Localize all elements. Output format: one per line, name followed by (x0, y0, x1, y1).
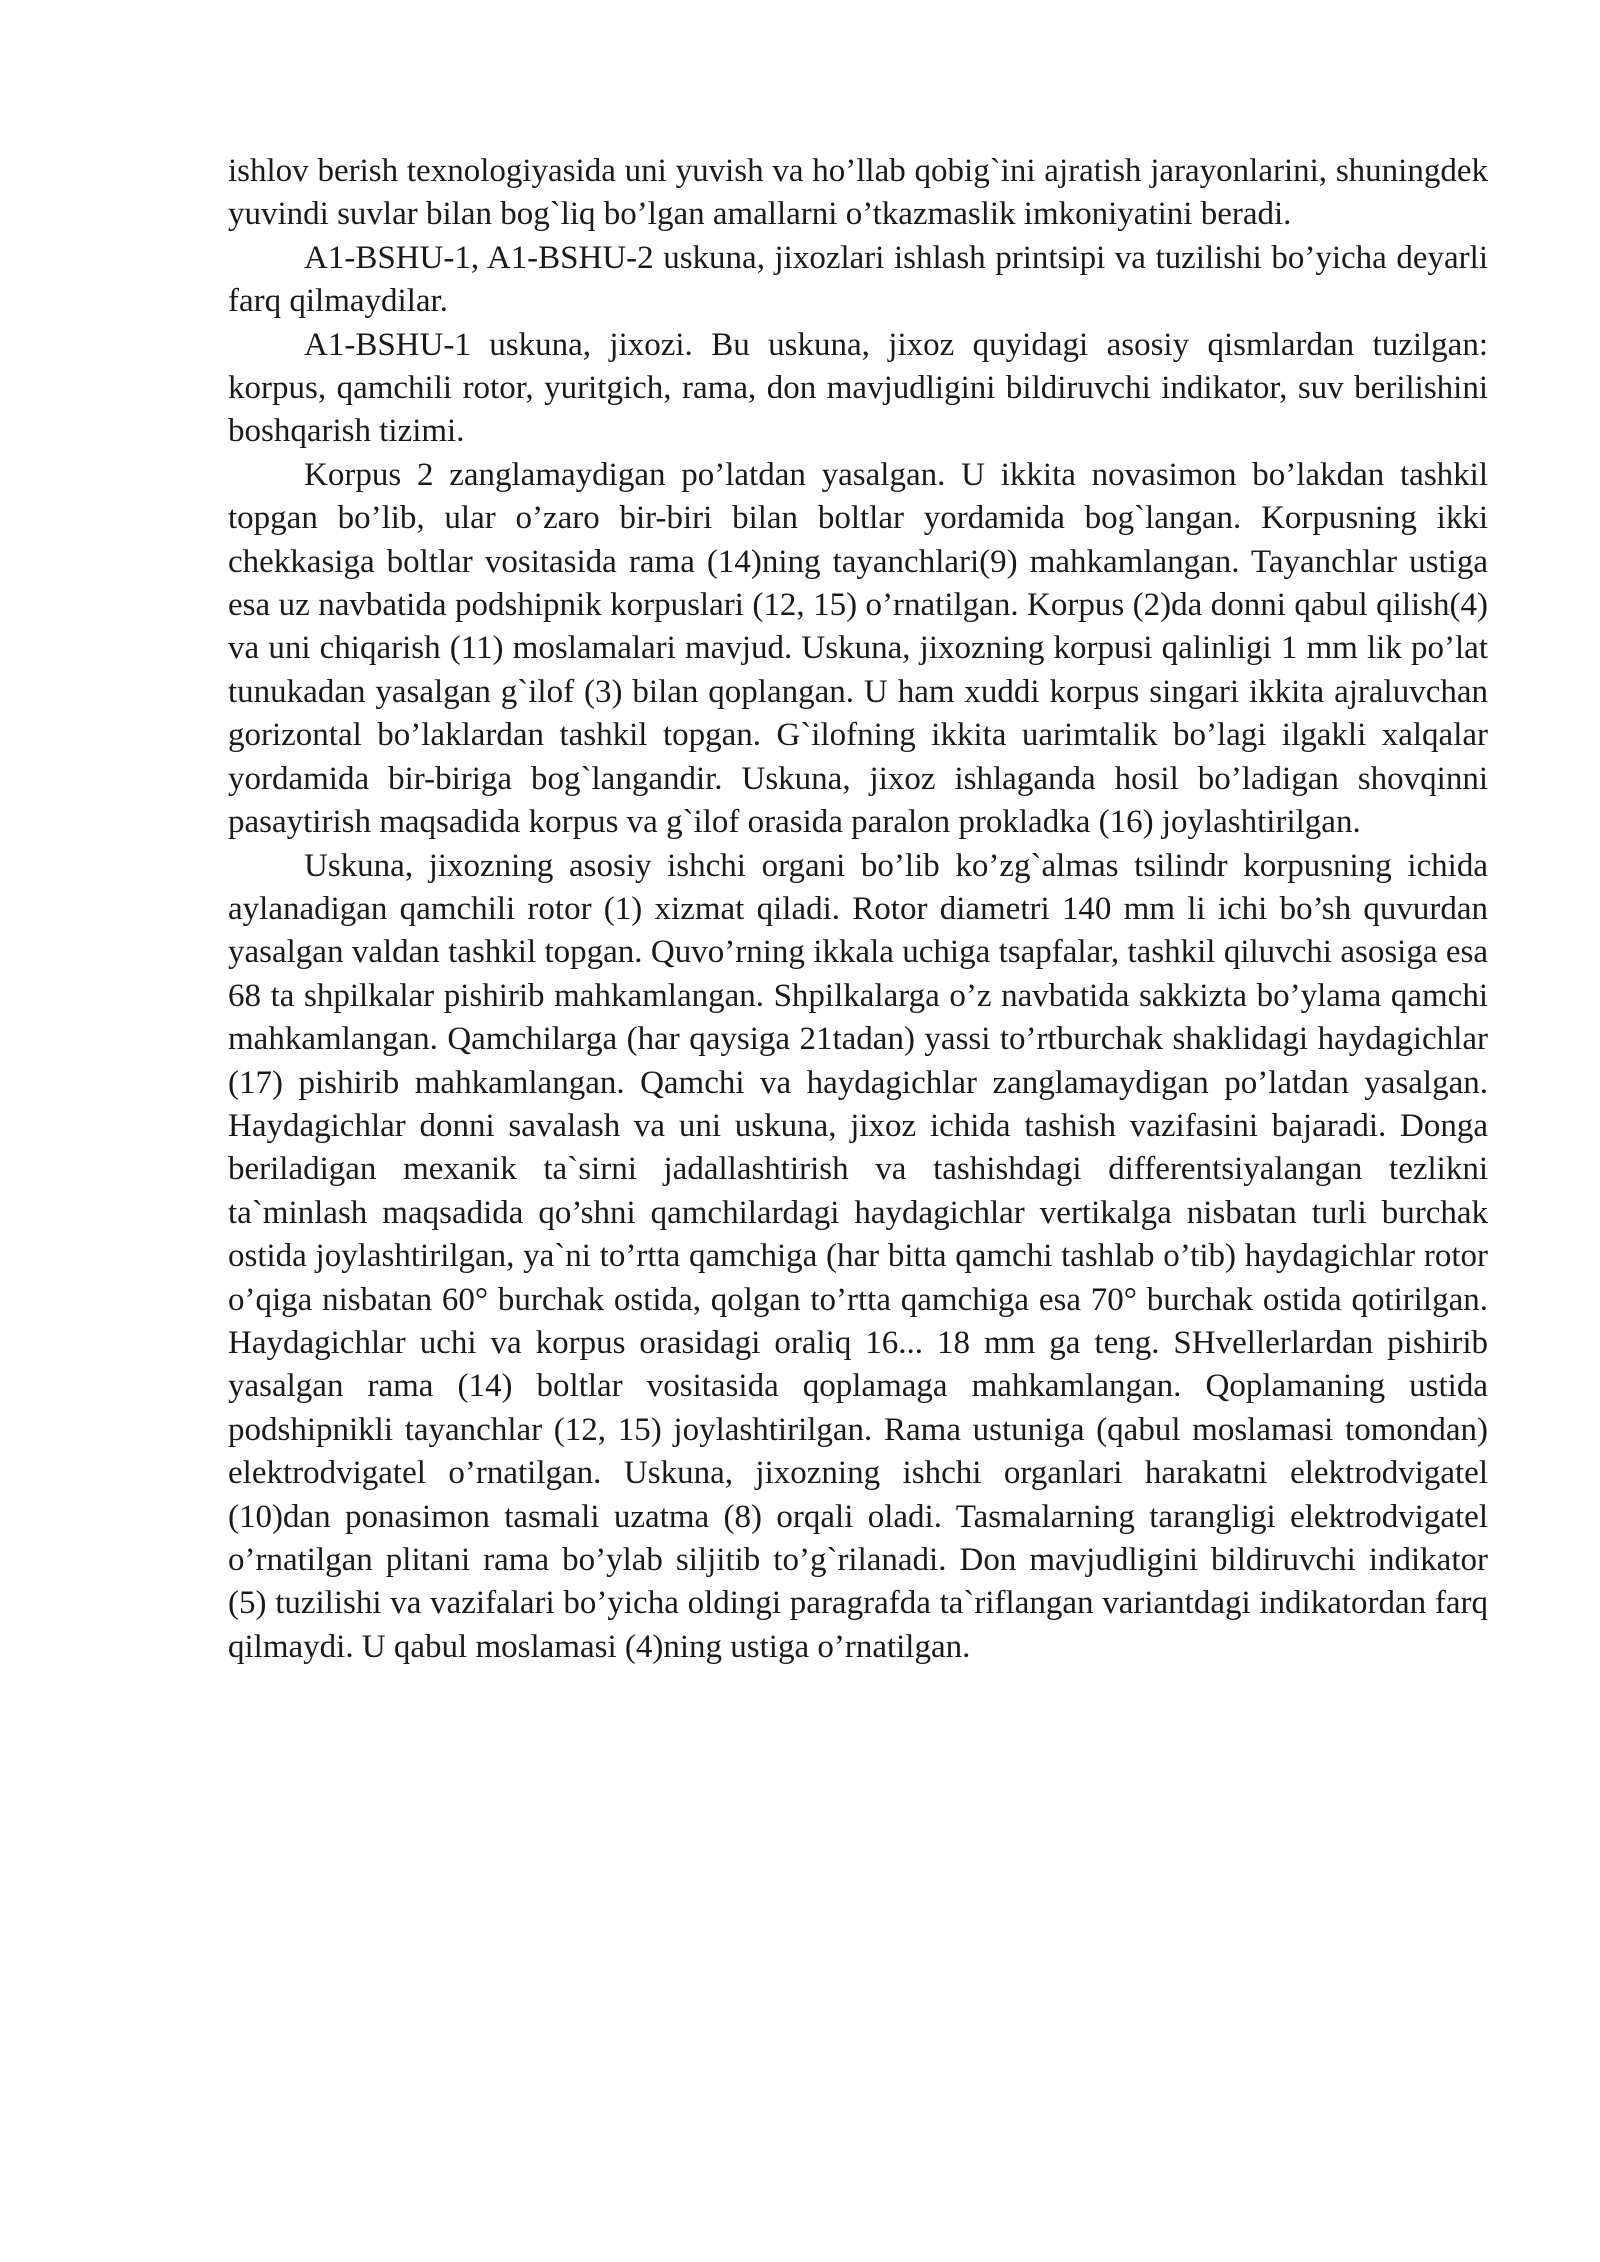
document-page (228, 150, 1488, 1669)
paragraph-1: ishlov berish texnologiyasida uni yuvish va ho’llab qobig`ini ajratish jarayonlarini, shuningdek yuvindi suvlar bilan bog`liq bo’lgan amallarni o’tkazmaslik imkoniyatini beradi. (228, 153, 1488, 233)
paragraph-4: Korpus 2 zanglamaydigan po’latdan yasalgan. U ikkita novasimon bo’lakdan tashkil topgan bo’lib, ular o’zaro bir-biri bilan boltlar yordamida bog`langan. Korpusning ikki chekkasiga boltlar vositasida rama (14)ning tayanchlari(9) mahkamlangan. Tayanchlar ustiga esa uz navbatida podshipnik korpuslari (12, 15) o’rnatilgan. Korpus (2)da donni qabul qilish(4) va uni chiqarish (11) moslamalari mavjud. Uskuna, jixozning korpusi qalinligi 1 mm lik po’lat tunukadan yasalgan g`ilof (3) bilan qoplangan. U ham xuddi korpus singari ikkita ajraluvchan gorizontal bo’laklardan tashkil topgan. G`ilofning ikkita uarimtalik bo’lagi ilgakli xalqalar yordamida bir-biriga bog`langandir. Uskuna, jixoz ishlaganda hosil bo’ladigan shovqinni pasaytirish maqsadida korpus va g`ilof orasida paralon prokladka (16) joylashtirilgan. (228, 456, 1488, 841)
paragraph-2: A1-BSHU-1, A1-BSHU-2 uskuna, jixozlari ishlash printsipi va tuzilishi bo’yicha deyarli farq qilmaydilar. (228, 239, 1488, 320)
paragraph-3: A1-BSHU-1 uskuna, jixozi. Bu uskuna, jixoz quyidagi asosiy qismlardan tuzilgan: korpus, qamchili rotor, yuritgich, rama, don mavjudligini bildiruvchi indikator, suv berilishini boshqarish tizimi. (228, 326, 1488, 450)
paragraph-5: Uskuna, jixozning asosiy ishchi organi bo’lib ko’zg`almas tsilindr korpusning ichida aylanadigan qamchili rotor (1) xizmat qiladi. Rotor diametri 140 mm li ichi bo’sh quvurdan yasalgan valdan tashkil topgan. Quvo’rning ikkala uchiga tsapfalar, tashkil qiluvchi asosiga esa 68 ta shpilkalar pishirib mahkamlangan. Shpilkalarga o’z navbatida sakkizta bo’ylama qamchi mahkamlangan. Qamchilarga (har qaysiga 21tadan) yassi to’rtburchak shaklidagi haydagichlar (17) pishirib mahkamlangan. Qamchi va haydagichlar zanglamaydigan po’latdan yasalgan. Haydagichlar donni savalash va uni uskuna, jixoz ichida tashish vazifasini bajaradi. Donga beriladigan mexanik ta`sirni jadallashtirish va tashishdagi differentsiyalangan tezlikni ta`minlash maqsadida qo’shni qamchilardagi haydagichlar vertikalga nisbatan turli burchak ostida joylashtirilgan, ya`ni to’rtta qamchiga (har bitta qamchi tashlab o’tib) haydagichlar rotor o’qiga nisbatan 60° burchak ostida, qolgan to’rtta qamchiga esa 70° burchak ostida qotirilgan. Haydagichlar uchi va korpus orasidagi oraliq 16... 18 mm ga teng. SHvellerlardan pishirib yasalgan rama (14) boltlar vositasida qoplamaga mahkamlangan. Qoplamaning ustida podshipnikli tayanchlar (12, 15) joylashtirilgan. Rama ustuniga (qabul moslamasi tomondan) elektrodvigatel o’rnatilgan. Uskuna, jixozning ishchi organlari harakatni elektrodvigatel (10)dan ponasimon tasmali uzatma (8) orqali oladi. Tasmalarning tarangligi elektrodvigatel o’rnatilgan plitani rama bo’ylab siljitib to’g`rilanadi. Don mavjudligini bildiruvchi indikator (5) tuzilishi va vazifalari bo’yicha oldingi paragrafda ta`riflangan variantdagi indikatordan farq qilmaydi. U qabul moslamasi (4)ning ustiga o’rnatilgan. (228, 847, 1488, 1665)
